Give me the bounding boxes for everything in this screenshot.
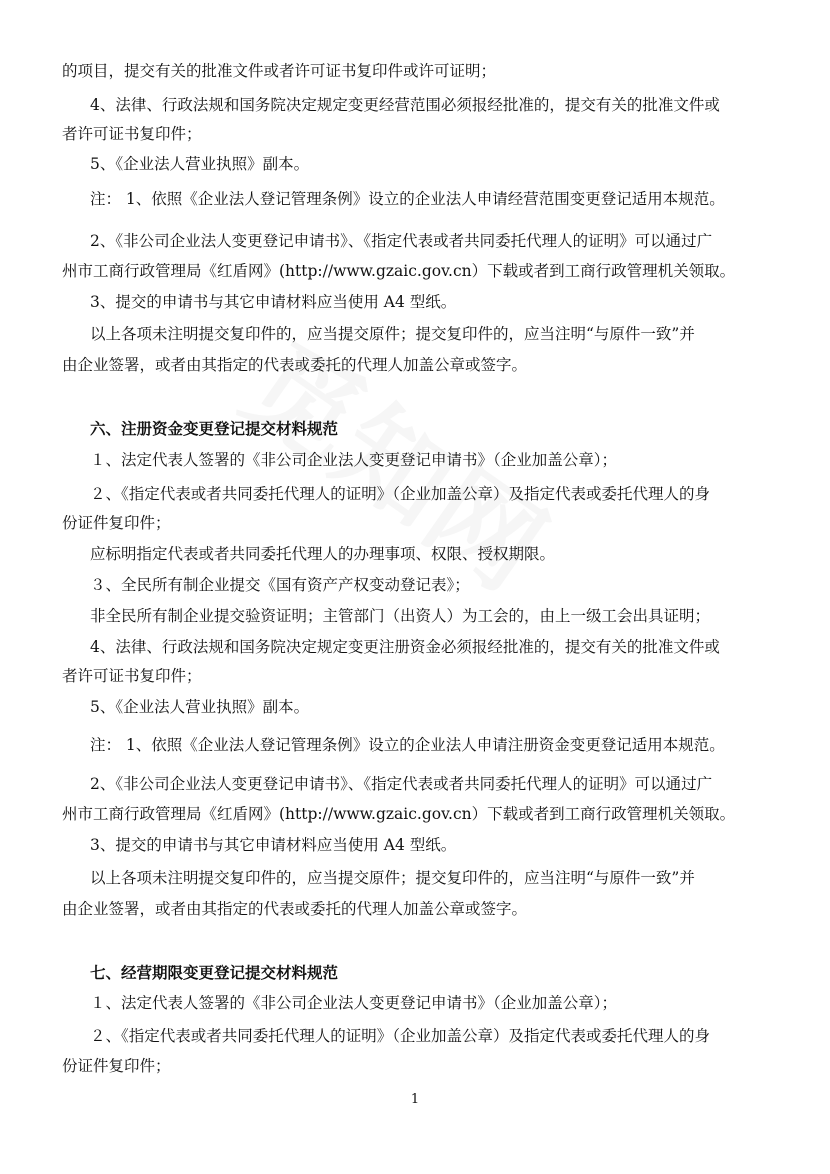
text-line: 3、提交的申请书与其它申请材料应当使用 A4 型纸。 [90, 293, 457, 311]
text-line: 份证件复印件； [62, 1057, 171, 1075]
section-heading: 七、经营期限变更登记提交材料规范 [90, 963, 339, 982]
text-line: 份证件复印件； [62, 514, 171, 532]
text-line: 以上各项未注明提交复印件的，应当提交原件；提交复印件的，应当注明“与原件一致”并 [90, 325, 695, 343]
note-line: 注： 1、依照《企业法人登记管理条例》设立的企业法人申请注册资金变更登记适用本规范。 [90, 736, 725, 754]
text-line: 非全民所有制企业提交验资证明；主管部门（出资人）为工会的，由上一级工会出具证明； [90, 607, 711, 625]
text-line: 的项目，提交有关的批准文件或者许可证书复印件或许可证明； [62, 62, 497, 80]
text-line: 3、提交的申请书与其它申请材料应当使用 A4 型纸。 [90, 836, 457, 854]
note-line: 注： 1、依照《企业法人登记管理条例》设立的企业法人申请经营范围变更登记适用本规范。 [90, 190, 725, 208]
text-line: ２、《指定代表或者共同委托代理人的证明》（企业加盖公章）及指定代表或委托代理人的身 [90, 485, 711, 503]
text-line: 者许可证书复印件； [62, 125, 202, 143]
text-line: ２、《指定代表或者共同委托代理人的证明》（企业加盖公章）及指定代表或委托代理人的身 [90, 1027, 711, 1045]
text-line: 由企业签署，或者由其指定的代表或委托的代理人加盖公章或签字。 [62, 900, 528, 918]
section-heading: 六、注册资金变更登记提交材料规范 [90, 419, 339, 438]
text-line: 2、《非公司企业法人变更登记申请书》、《指定代表或者共同委托代理人的证明》可以通过广 [90, 232, 713, 250]
text-line: 4、法律、行政法规和国务院决定规定变更经营范围必须报经批准的，提交有关的批准文件或 [90, 96, 720, 114]
text-line: １、法定代表人签署的《非公司企业法人变更登记申请书》（企业加盖公章）； [90, 994, 618, 1012]
text-line: 5、《企业法人营业执照》副本。 [90, 698, 310, 716]
text-line: 州市工商行政管理局《红盾网》(http://www.gzaic.gov.cn）下载或者到工商行政管理机关领取。 [62, 805, 736, 823]
text-line: 以上各项未注明提交复印件的，应当提交原件；提交复印件的，应当注明“与原件一致”并 [90, 869, 695, 887]
text-line: 4、法律、行政法规和国务院决定规定变更注册资金必须报经批准的，提交有关的批准文件或 [90, 638, 720, 656]
text-line: ３、全民所有制企业提交《国有资产产权变动登记表》； [90, 576, 470, 594]
text-line: 应标明指定代表或者共同委托代理人的办理事项、权限、授权期限。 [90, 545, 556, 563]
text-line: １、法定代表人签署的《非公司企业法人变更登记申请书》（企业加盖公章）； [90, 451, 618, 469]
text-line: 者许可证书复印件； [62, 667, 202, 685]
text-line: 由企业签署，或者由其指定的代表或委托的代理人加盖公章或签字。 [62, 356, 528, 374]
text-line: 2、《非公司企业法人变更登记申请书》、《指定代表或者共同委托代理人的证明》可以通过广 [90, 775, 713, 793]
text-line: 5、《企业法人营业执照》副本。 [90, 155, 310, 173]
page-number: 1 [410, 1092, 420, 1107]
text-line: 州市工商行政管理局《红盾网》(http://www.gzaic.gov.cn）下载或者到工商行政管理机关领取。 [62, 262, 736, 280]
